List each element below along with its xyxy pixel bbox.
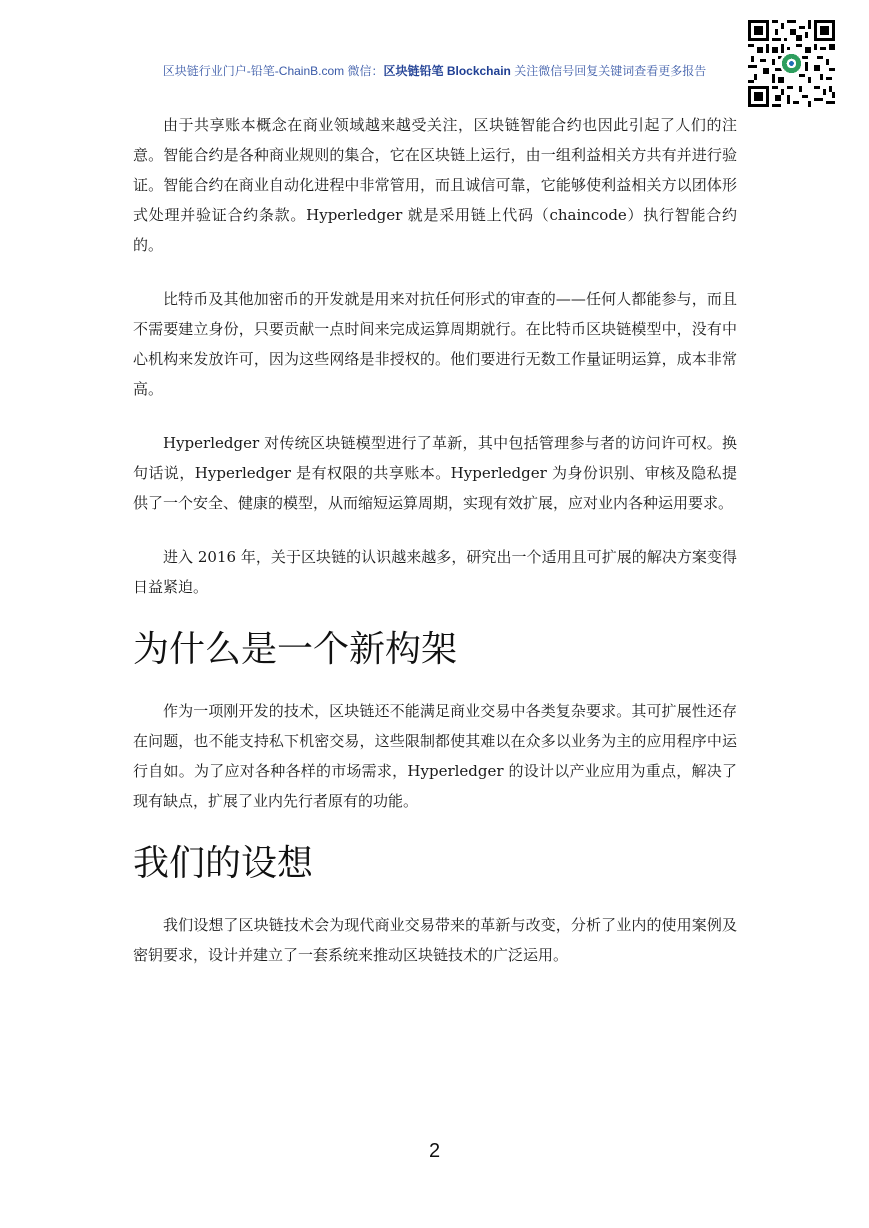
document-body	[133, 110, 737, 994]
section-heading-our-vision: 我们的设想	[133, 843, 314, 884]
section-heading-why-new-architecture: 为什么是一个新构架	[133, 629, 458, 670]
page-header	[0, 62, 869, 79]
header-brand: 区块链铅笔 Blockchain	[383, 64, 511, 78]
header-site-link[interactable]: 区块链行业门户-铅笔-ChainB.com	[162, 64, 345, 78]
page-number: 2	[428, 1140, 441, 1162]
qr-code-icon	[748, 20, 835, 107]
header-note: 关注微信号回复关键词查看更多报告	[514, 64, 707, 78]
paragraph-smart-contracts: 由于共享账本概念在商业领域越来越受关注，区块链智能合约也因此引起了人们的注意。智能合约是各种商业规则的集合，它在区块链上运行，由一组利益相关方共有并进行验证。智能合约在商业自动化进程中非常管用，而且诚信可靠，它能够使利益相关方以团体形式处理并验证合约条款。Hyperledger 就是采用链上代码（chaincode）执行智能合约的。	[133, 116, 737, 254]
paragraph-bitcoin: 比特币及其他加密币的开发就是用来对抗任何形式的审查的——任何人都能参与，而且不需要建立身份，只要贡献一点时间来完成运算周期就行。在比特币区块链模型中，没有中心机构来发放许可，因为这些网络是非授权的。他们要进行无数工作量证明运算，成本非常高。	[133, 290, 737, 398]
paragraph-2016: 进入 2016 年，关于区块链的认识越来越多，研究出一个适用且可扩展的解决方案变得日益紧迫。	[133, 548, 737, 596]
paragraph-our-vision: 我们设想了区块链技术会为现代商业交易带来的革新与改变，分析了业内的使用案例及密钥要求，设计并建立了一套系统来推动区块链技术的广泛运用。	[133, 916, 737, 964]
paragraph-why-new-architecture: 作为一项刚开发的技术，区块链还不能满足商业交易中各类复杂要求。其可扩展性还存在问题，也不能支持私下机密交易，这些限制都使其难以在众多以业务为主的应用程序中运行自如。为了应对各种各样的市场需求，Hyperledger 的设计以产业应用为重点，解决了现有缺点，扩展了业内先行者原有的功能。	[133, 702, 737, 810]
paragraph-hyperledger-permissions: Hyperledger 对传统区块链模型进行了革新，其中包括管理参与者的访问许可权。换句话说，Hyperledger 是有权限的共享账本。Hyperledger 为身份识别、审核及隐私提供了一个安全、健康的模型，从而缩短运算周期，实现有效扩展，应对业内各种运用要求。	[133, 434, 737, 512]
header-wechat-label: 微信：	[347, 64, 384, 78]
